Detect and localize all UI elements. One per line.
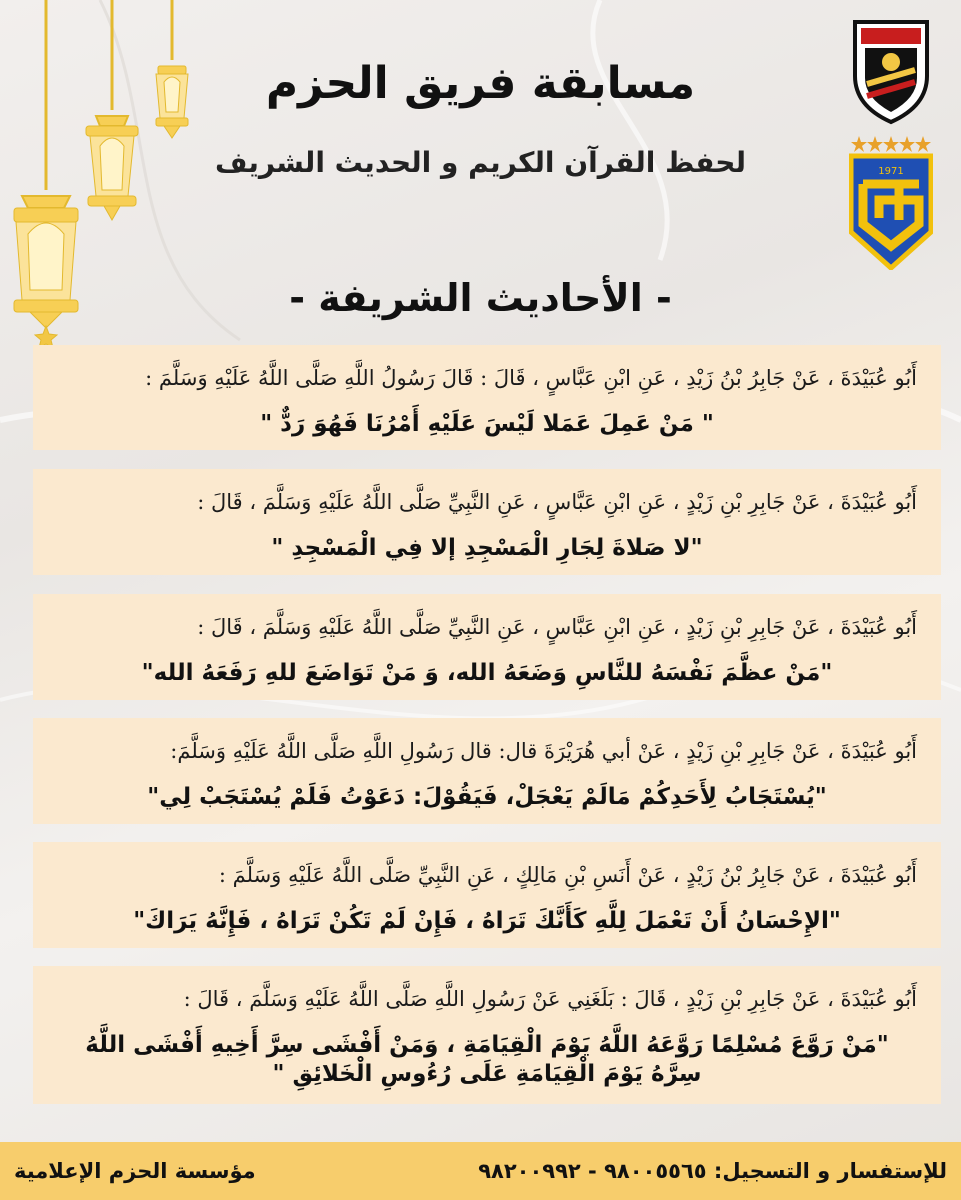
club-logos	[841, 14, 941, 270]
hadith-card-1	[33, 345, 941, 450]
hadith-text: "الإِحْسَانُ أَنْ تَعْمَلَ لِلَّهِ كَأَنَّكَ تَرَاهُ ، فَإِنْ لَمْ تَكُنْ تَرَاهُ ، فَإِنَّهُ يَرَاكَ"	[133, 908, 841, 935]
hadith-chain: أَبُو عُبَيْدَةَ ، عَنْ جَابِرِ بْنِ زَيْدٍ ، عَنْ أبي هُرَيْرَةَ قال: قال رَسُولِ اللَّهِ صَلَّى اللَّهُ عَلَيْهِ وَسَلَّمَ:	[170, 739, 917, 763]
hadith-text: "مَنْ عظَّمَ نَفْسَهُ للنَّاسِ وَضَعَهُ الله، وَ مَنْ تَوَاضَعَ للهِ رَفَعَهُ الله"	[141, 660, 833, 687]
hadith-card-6	[33, 966, 941, 1104]
footer-bar	[0, 1142, 961, 1200]
club-crest-logo	[847, 14, 935, 126]
alhazm-club-logo	[849, 134, 933, 270]
hadith-text: "مَنْ رَوَّعَ مُسْلِمًا رَوَّعَهُ اللَّهُ يَوْمَ الْقِيَامَةِ ، وَمَنْ أَفْشَى سِرَّ أَخِيهِ أَفْشَى اللَّهُ سِرَّهُ يَوْمَ الْقِيَامَةِ عَلَى رُءُوسِ الْخَلائِقِ "	[85, 1032, 889, 1088]
hadith-text: "يُسْتَجَابُ لِأَحَدِكُمْ مَالَمْ يَعْجَلْ، فَيَقُوْلَ: دَعَوْتُ فَلَمْ يُسْتَجَبْ لِي"	[147, 784, 827, 811]
hadith-chain: أَبُو عُبَيْدَةَ ، عَنْ جَابِرُ بْنُ زَيْدٍ ، عَنْ أَنَسِ بْنِ مَالِكٍ ، عَنِ النَّبِيِّ صَلَّى اللَّهُ عَلَيْهِ وَسَلَّمَ :	[218, 863, 917, 887]
page-subtitle: لحفظ القرآن الكريم و الحديث الشريف	[215, 146, 746, 179]
hadith-card-3	[33, 594, 941, 700]
logo-year: 1971	[878, 166, 904, 177]
footer-organization: مؤسسة الحزم الإعلامية	[14, 1159, 256, 1183]
hadith-card-2	[33, 469, 941, 575]
section-title: - الأحاديث الشريفة -	[289, 276, 672, 320]
hadith-chain: أَبُو عُبَيْدَةَ ، عَنْ جَابِرِ بْنِ زَيْدٍ ، عَنِ ابْنِ عَبَّاسٍ ، عَنِ النَّبِيِّ صَلَّى اللَّهُ عَلَيْهِ وَسَلَّمَ ، قَالَ :	[197, 615, 917, 639]
page-title: مسابقة فريق الحزم	[265, 58, 696, 109]
hadith-text: " مَنْ عَمِلَ عَمَلا لَيْسَ عَلَيْهِ أَمْرُنَا فَهُوَ رَدٌّ "	[260, 411, 714, 438]
hadith-text: "لا صَلاةَ لِجَارِ الْمَسْجِدِ إلا فِي الْمَسْجِدِ "	[271, 535, 703, 562]
hadith-chain: أَبُو عُبَيْدَةَ ، عَنْ جَابِرِ بْنِ زَيْدٍ ، قَالَ : بَلَغَنِي عَنْ رَسُولِ اللَّهِ صَلَّى اللَّهُ عَلَيْهِ وَسَلَّمَ ، قَالَ :	[183, 987, 917, 1011]
hadith-card-5	[33, 842, 941, 948]
hadith-chain: أَبُو عُبَيْدَةَ ، عَنْ جَابِرِ بْنِ زَيْدٍ ، عَنِ ابْنِ عَبَّاسٍ ، عَنِ النَّبِيِّ صَلَّى اللَّهُ عَلَيْهِ وَسَلَّمَ ، قَالَ :	[197, 490, 917, 514]
hadith-card-4	[33, 718, 941, 824]
footer-contact: للإستفسار و التسجيل: ٩٨٠٠٥٥٦٥ - ٩٨٢٠٠٩٩٢	[478, 1159, 947, 1183]
hadith-chain: أَبُو عُبَيْدَةَ ، عَنْ جَابِرُ بْنُ زَيْدِ ، عَنِ ابْنِ عَبَّاسٍ ، قَالَ : قَالَ رَسُولُ اللَّهِ صَلَّى اللَّهُ عَلَيْهِ وَسَلَّمَ :	[145, 366, 917, 390]
